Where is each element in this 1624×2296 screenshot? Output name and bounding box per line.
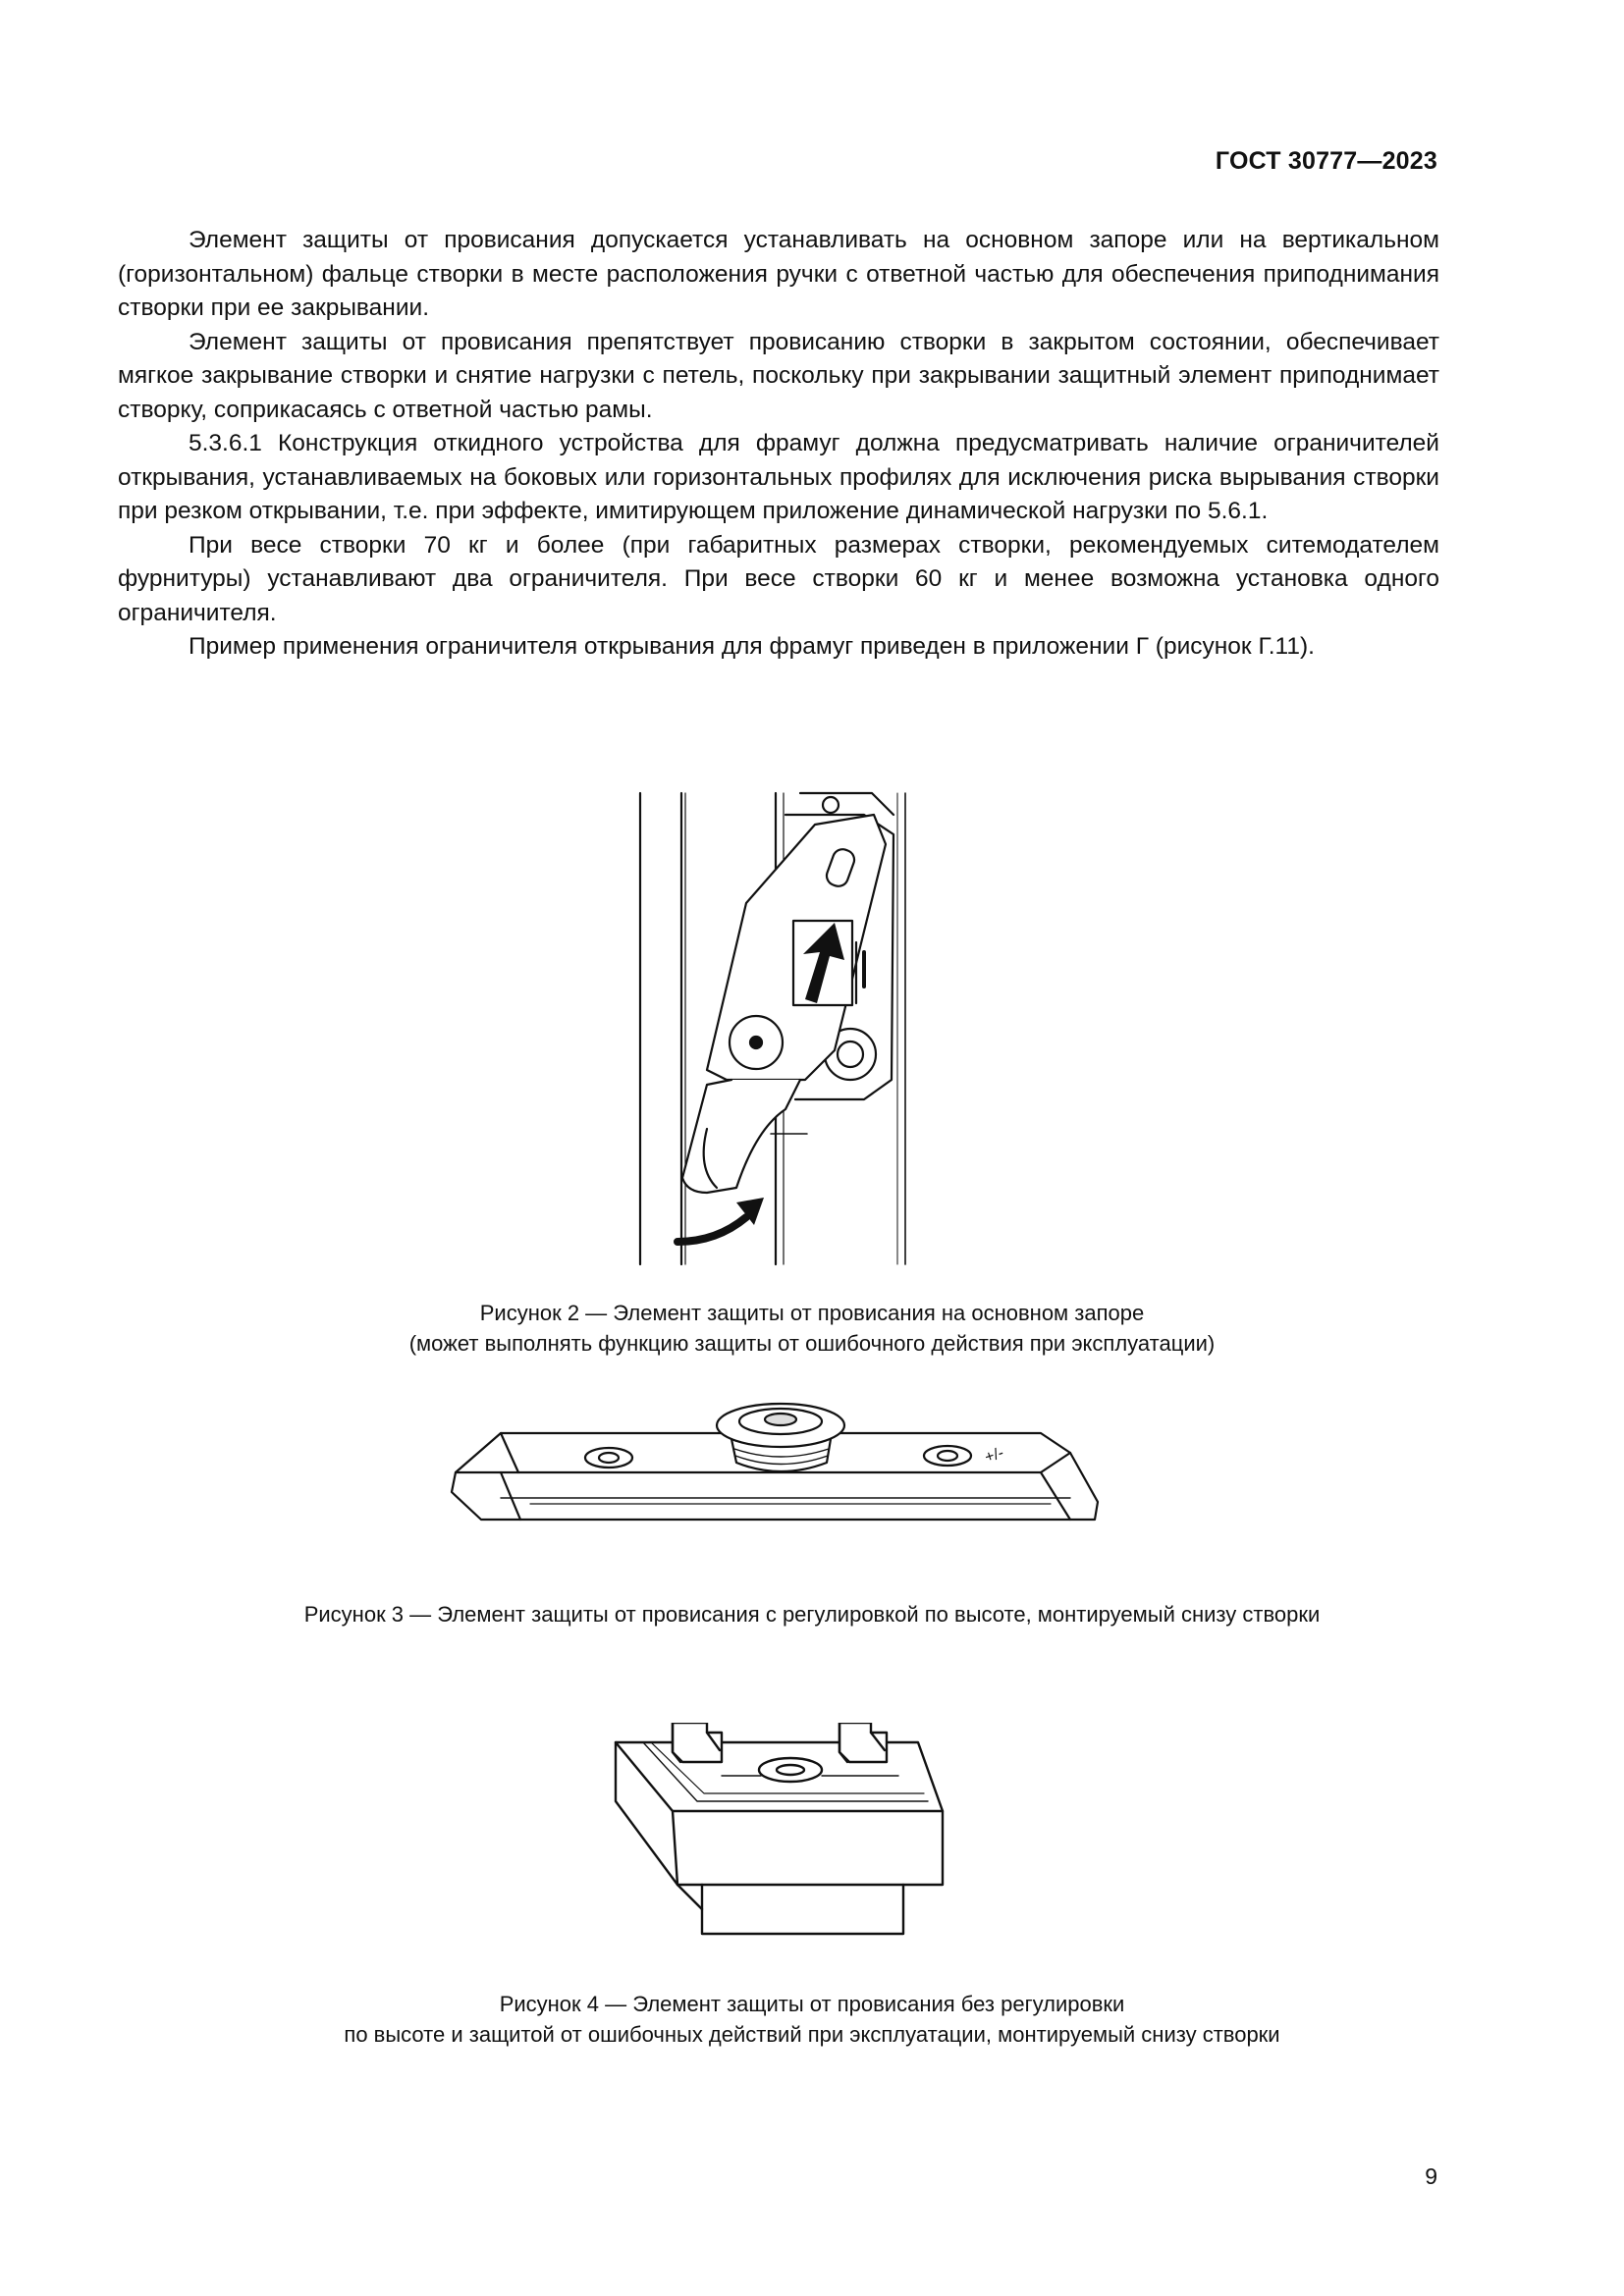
svg-text:+/-: +/- — [982, 1444, 1006, 1467]
document-header: ГОСТ 30777—2023 — [1215, 147, 1437, 175]
figure-2-illustration — [628, 785, 933, 1266]
figure-3-caption — [0, 1599, 1624, 1629]
paragraph-5: Пример применения ограничителя открывания для фрамуг приведен в приложении Г (рисунок Г.11). — [189, 633, 1315, 660]
figure-4-illustration — [604, 1723, 952, 1944]
figure-3-illustration — [442, 1394, 1110, 1575]
figure-2-caption — [0, 1298, 1624, 1359]
figure-4-caption — [0, 1989, 1624, 2050]
paragraph-2: Элемент защиты от провисания препятствует провисанию створки в закрытом состоянии, обеспечивает мягкое закрывание створки и снятие нагрузки с петель, поскольку при закрывании защитный элемент приподнимает створку, соприкасаясь с ответной частью рамы. — [118, 328, 1439, 423]
paragraph-4: При весе створки 70 кг и более (при габаритных размерах створки, рекомендуемых ситемодателем фурнитуры) устанавливают два ограничителя. При весе створки 60 кг и менее возможна установка одного ограничителя. — [118, 531, 1439, 626]
figure-2-caption-line2: (может выполнять функцию защиты от ошибочного действия при эксплуатации) — [408, 1331, 1216, 1356]
paragraph-3: 5.3.6.1 Конструкция откидного устройства для фрамуг должна предусматривать наличие ограничителей открывания, устанавливаемых на боковых или горизонтальных профилях для исключения риска вырывания створки при резком открывании, т.е. при эффекте, имитирующем приложение динамической нагрузки по 5.6.1. — [118, 430, 1439, 524]
page-number: 9 — [1425, 2163, 1437, 2189]
figure-4-caption-line2: по высоте и защитой от ошибочных действий при эксплуатации, монтируемый снизу створки — [344, 2022, 1280, 2047]
paragraph-1: Элемент защиты от провисания допускается устанавливать на основном запоре или на вертикальном (горизонтальном) фальце створки в месте расположения ручки с ответной частью для обеспечения приподнимания створки при ее закрывании. — [118, 227, 1439, 321]
figure-4-caption-line1: Рисунок 4 — Элемент защиты от провисания без регулировки — [499, 1992, 1125, 2016]
figure-2-caption-line1: Рисунок 2 — Элемент защиты от провисания на основном запоре — [479, 1301, 1145, 1325]
body-text — [118, 224, 1439, 665]
figure-3-caption-line1: Рисунок 3 — Элемент защиты от провисания с регулировкой по высоте, монтируемый снизу створки — [303, 1602, 1321, 1627]
